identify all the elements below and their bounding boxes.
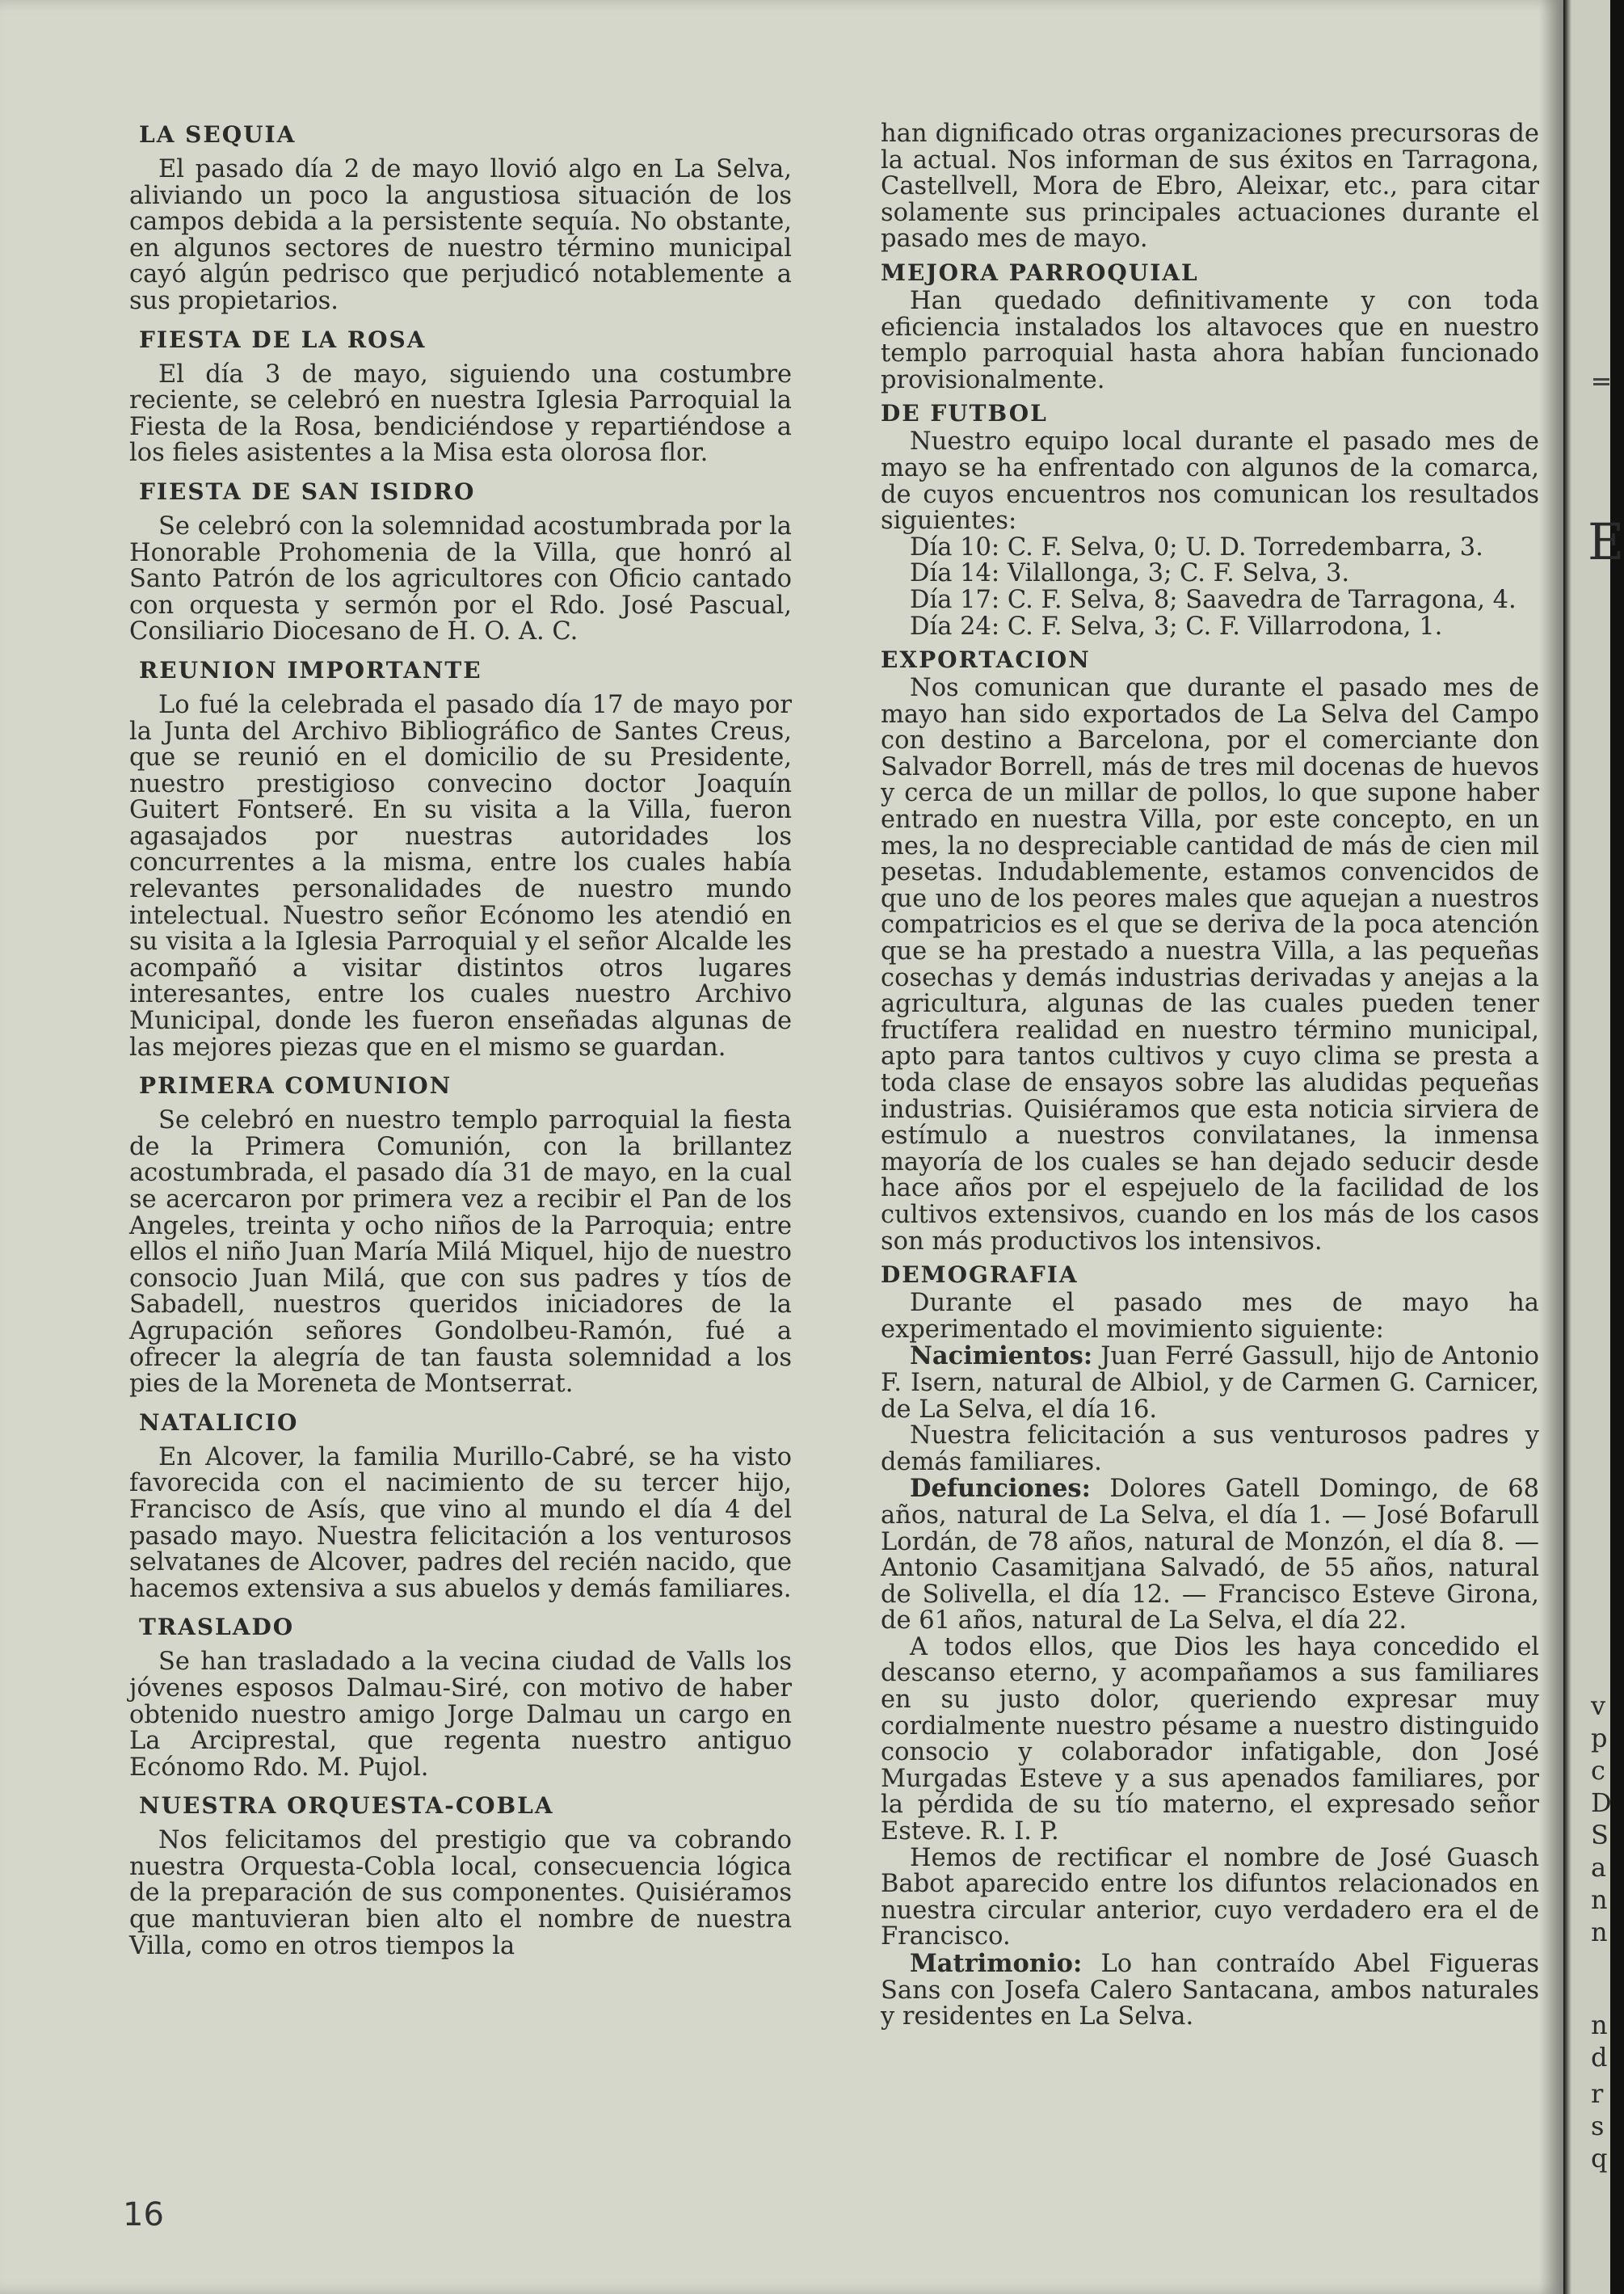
article-primera-comunion xyxy=(129,1072,792,1398)
demografia-entry xyxy=(881,1843,1539,1951)
article-natalicio xyxy=(129,1409,792,1603)
article-continuation xyxy=(881,121,1539,253)
article-la-sequia xyxy=(129,121,792,315)
next-page-letter: r xyxy=(1591,2078,1604,2109)
article-heading: DE FUTBOL xyxy=(881,400,1048,427)
next-page-letter: S xyxy=(1591,1820,1609,1850)
article-fiesta-de-la-rosa xyxy=(129,326,792,467)
demografia-entry xyxy=(881,1423,1539,1475)
next-page-letter: d xyxy=(1591,2042,1608,2073)
entry-label: Nacimientos: xyxy=(910,1341,1093,1371)
next-page-letter: n xyxy=(1591,2010,1608,2040)
page-fold-shadow xyxy=(1539,0,1563,2294)
next-page-letter: q xyxy=(1591,2143,1608,2174)
article-mejora-parroquial xyxy=(881,259,1539,394)
article-paragraph: El día 3 de mayo, siguiendo una costumbre reciente, se celebró en nuestra Iglesia Parroquial la Fiesta de la Rosa, bendiciéndose y repartiéndose a los fieles asistentes a la Misa esta olorosa flor. xyxy=(129,360,792,468)
next-page-letter: v xyxy=(1591,1690,1606,1721)
article-heading: REUNION IMPORTANTE xyxy=(139,656,482,684)
next-page-big-letter: E xyxy=(1588,512,1624,571)
article-traslado xyxy=(129,1614,792,1781)
article-heading: TRASLADO xyxy=(139,1614,295,1641)
demografia-entry-matrimonio xyxy=(881,1951,1539,2031)
article-fiesta-de-san-isidro xyxy=(129,478,792,646)
article-exportacion xyxy=(881,646,1539,1255)
article-paragraph: Nos felicitamos del prestigio que va cobrando nuestra Orquesta-Cobla local, consecuencia lógica de la preparación de sus componentes. Quisiéramos que mantuvieran bien alto el nombre de nuestra Villa, como en otros tiempos la xyxy=(129,1826,792,1960)
article-heading: PRIMERA COMUNION xyxy=(139,1072,452,1100)
next-page-letter: D xyxy=(1591,1787,1612,1818)
next-page-letter: p xyxy=(1591,1723,1608,1753)
article-reunion-importante xyxy=(129,657,792,1061)
article-heading: NATALICIO xyxy=(139,1408,299,1436)
article-paragraph: Lo fué la celebrada el pasado día 17 de mayo por la Junta del Archivo Bibliográfico de Santes Creus, que se reunió en el domicilio de su Presidente, nuestro prestigioso convecino doctor Joaquín Guitert Fontseré. En su visita a la Villa, fueron agasajados por nuestras autoridades los concurrentes a la misma, entre los cuales había relevantes personalidades de nuestro mundo intelectual. Nuestro señor Ecónomo les atendió en su visita a la Iglesia Parroquial y el señor Alcalde les acompañó a visitar distintos otros lugares interesantes, entre los cuales nuestro Archivo Municipal, donde les fueron enseñadas algunas de las mejores piezas que en el mismo se guardan. xyxy=(129,690,792,1062)
demografia-entry-nacimientos xyxy=(881,1343,1539,1423)
article-paragraph: Se han trasladado a la vecina ciudad de Valls los jóvenes esposos Dalmau-Siré, con motivo de haber obtenido nuestro amigo Jorge Dalmau un cargo en La Arciprestal, que regenta nuestro antiguo Ecónomo Rdo. M. Pujol. xyxy=(129,1648,792,1782)
next-page-letter: c xyxy=(1591,1755,1605,1786)
article-paragraph: Durante el pasado mes de mayo ha experimentado el movimiento siguiente: xyxy=(881,1289,1539,1344)
next-page-letter: n xyxy=(1591,1884,1608,1915)
page-number: 16 xyxy=(123,2196,164,2233)
demografia-entry-defunciones xyxy=(881,1475,1539,1635)
match-result: Día 24: C. F. Selva, 3; C. F. Villarrodona, 1. xyxy=(910,612,1443,641)
article-paragraph: Se celebró con la solemnidad acostumbrada por la Honorable Prohomenia de la Villa, que honró al Santo Patrón de los agricultores con Oficio cantado con orquesta y sermón por el Rdo. José Pascual, Consiliario Diocesano de H. O. A. C. xyxy=(129,511,792,646)
entry-text: A todos ellos, que Dios les haya concedido el descanso eterno, y acompañamos a sus familiares en su justo dolor, queriendo expresar muy cordialmente nuestro pésame a nuestro distinguido consocio y colaborador infatigable, don José Murgadas Esteve y a sus apenados familiares, por la pérdida de su tío materno, el expresado señor Esteve. R. I. P. xyxy=(881,1632,1539,1846)
article-demografia xyxy=(881,1261,1539,2031)
article-heading: NUESTRA ORQUESTA-COBLA xyxy=(139,1792,554,1820)
demografia-entry xyxy=(881,1632,1539,1846)
binding-shadow xyxy=(1563,0,1571,2294)
article-heading: FIESTA DE SAN ISIDRO xyxy=(139,478,476,505)
entry-text: Juan Ferré Gassull, hijo de Antonio F. Isern, natural de Albiol, y de Carmen G. Carnicer, de La Selva, el día 16. xyxy=(881,1342,1539,1424)
article-paragraph: En Alcover, la familia Murillo-Cabré, se ha visto favorecida con el nacimiento de su tercer hijo, Francisco de Asís, que vino al mundo el día 4 del pasado mayo. Nuestra felicitación a los venturosos selvatanes de Alcover, padres del recién nacido, que hacemos extensiva a sus abuelos y demás familiares. xyxy=(129,1442,792,1603)
article-heading: LA SEQUIA xyxy=(139,121,297,148)
article-paragraph: El pasado día 2 de mayo llovió algo en La Selva, aliviando un poco la angustiosa situación de los campos debida a la persistente sequía. No obstante, en algunos sectores de nuestro término municipal cayó algún pedrisco que perjudicó notablemente a sus propietarios. xyxy=(129,155,792,315)
article-paragraph: Han quedado definitivamente y con toda eficiencia instalados los altavoces que en nuestro templo parroquial hasta ahora habían funcionado provisionalmente. xyxy=(881,286,1539,394)
match-result: Día 17: C. F. Selva, 8; Saavedra de Tarragona, 4. xyxy=(910,585,1517,614)
article-paragraph: han dignificado otras organizaciones precursoras de la actual. Nos informan de sus éxitos en Tarragona, Castellvell, Mora de Ebro, Aleixar, etc., para citar solamente sus principales actuaciones durante el pasado mes de mayo. xyxy=(881,120,1539,254)
right-column xyxy=(881,121,1539,2037)
next-page-letter: n xyxy=(1591,1917,1608,1947)
entry-text: Lo han contraído Abel Figueras Sans con Josefa Calero Santacana, ambos naturales y residentes en La Selva. xyxy=(881,1950,1539,2031)
article-heading: EXPORTACION xyxy=(881,646,1091,674)
article-heading: DEMOGRAFIA xyxy=(881,1261,1079,1289)
next-page-rule xyxy=(1593,378,1609,381)
article-paragraph: Se celebró en nuestro templo parroquial la fiesta de la Primera Comunión, con la brillantez acostumbrada, el pasado día 31 de mayo, en la cual se acercaron por primera vez a recibir el Pan de los Angeles, treinta y ocho niños de la Parroquia; entre ellos el niño Juan María Milá Miquel, hijo de nuestro consocio Juan Milá, que con sus padres y tíos de Sabadell, nuestros queridos iniciadores de la Agrupación señores Gondolbeu-Ramón, fué a ofrecer la alegría de tan fausta solemnidad a los pies de la Moreneta de Montserrat. xyxy=(129,1106,792,1399)
match-result: Día 14: Vilallonga, 3; C. F. Selva, 3. xyxy=(910,559,1350,588)
next-page-edge xyxy=(1563,0,1624,2294)
entry-label: Matrimonio: xyxy=(910,1949,1083,1978)
left-column xyxy=(129,121,792,1971)
article-de-futbol xyxy=(881,400,1539,640)
article-paragraph: Nuestro equipo local durante el pasado mes de mayo se ha enfrentado con algunos de la comarca, de cuyos encuentros nos comunican los resultados siguientes: xyxy=(881,427,1539,536)
entry-label: Defunciones: xyxy=(910,1474,1091,1504)
article-nuestra-orquesta-cobla xyxy=(129,1792,792,1959)
entry-text: Hemos de rectificar el nombre de José Guasch Babot aparecido entre los difuntos relacionados en nuestra circular anterior, cuyo verdadero era el de Francisco. xyxy=(881,1843,1539,1951)
article-heading: FIESTA DE LA ROSA xyxy=(139,326,427,353)
entry-text: Dolores Gatell Domingo, de 68 años, natural de La Selva, el día 1. — José Bofarull Lordán, de 78 años, natural de Monzón, el día 8. — Antonio Casamitjana Salvadó, de 55 años, natural de Solivella, el día 12. — Francisco Esteve Girona, de 61 años, natural de La Selva, el día 22. xyxy=(881,1475,1539,1635)
match-result: Día 10: C. F. Selva, 0; U. D. Torredembarra, 3. xyxy=(910,532,1483,562)
article-paragraph: Nos comunican que durante el pasado mes de mayo han sido exportados de La Selva del Campo con destino a Barcelona, por el comerciante don Salvador Borrell, más de tres mil docenas de huevos y cerca de un millar de pollos, lo que supone haber entrado en nuestra Villa, por este concepto, en un mes, la no despreciable cantidad de más de cien mil pesetas. Indudablemente, estamos convencidos de que uno de los peores males que aquejan a nuestros compatricios es el que se deriva de la poca atención que se ha prestado a nuestra Villa, a las pequeñas cosechas y demás industrias derivadas y anejas a la agricultura, algunas de las cuales pueden tener fructífera realidad en nuestro término municipal, apto para tantos cultivos y cuyo clima se presta a toda clase de ensayos sobre las aludidas pequeñas industrias. Quisiéramos que esta noticia sirviera de estímulo a nuestros convilatanes, la inmensa mayoría de los cuales se han dejado seducir desde hace años por el espejuelo de la facilidad de los cultivos extensivos, cuando en los más de los casos son más productivos los intensivos. xyxy=(881,674,1539,1256)
entry-text: Nuestra felicitación a sus venturosos padres y demás familiares. xyxy=(881,1421,1539,1476)
next-page-letter: s xyxy=(1591,2111,1605,2141)
next-page-letter: a xyxy=(1591,1852,1607,1883)
article-heading: MEJORA PARROQUIAL xyxy=(881,259,1199,286)
